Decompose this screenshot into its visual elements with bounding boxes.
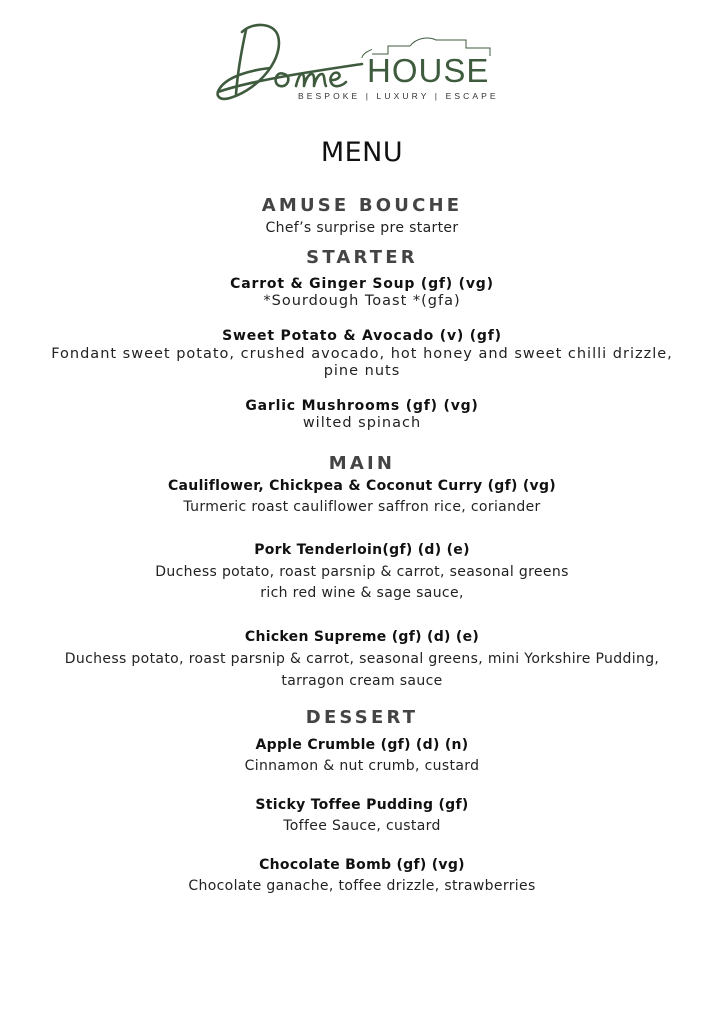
dish-description: tarragon cream sauce	[281, 673, 443, 689]
dish-name: Chicken Supreme (gf) (d) (e)	[244, 629, 480, 645]
dish-description: pine nuts	[323, 363, 401, 379]
dish-description: Duchess potato, roast parsnip & carrot, seasonal greens	[155, 564, 569, 580]
dish-name: Apple Crumble (gf) (d) (n)	[255, 737, 469, 753]
dish-name: Garlic Mushrooms (gf) (vg)	[245, 398, 479, 414]
dish-description: Chocolate ganache, toffee drizzle, strawberries	[188, 878, 536, 894]
dish-name: Cauliflower, Chickpea & Coconut Curry (gf) (vg)	[167, 478, 557, 494]
section-heading-starter: STARTER	[306, 247, 418, 268]
dish-description: Fondant sweet potato, crushed avocado, hot honey and sweet chilli drizzle,	[51, 346, 673, 362]
dish-description: Toffee Sauce, custard	[283, 818, 441, 834]
dish-description: rich red wine & sage sauce,	[260, 585, 464, 601]
dish-name: Carrot & Ginger Soup (gf) (vg)	[230, 276, 494, 292]
section-heading-amuse-bouche: AMUSE BOUCHE	[261, 195, 463, 216]
amuse-bouche-description: Chef’s surprise pre starter	[265, 220, 459, 236]
dish-name: Sticky Toffee Pudding (gf)	[255, 797, 469, 813]
dish-description: Duchess potato, roast parsnip & carrot, seasonal greens, mini Yorkshire Pudding,	[64, 651, 660, 667]
logo-house-text: HOUSE	[367, 52, 490, 89]
dish-description: Cinnamon & nut crumb, custard	[244, 758, 480, 774]
dish-name: Chocolate Bomb (gf) (vg)	[259, 857, 465, 873]
menu-title: MENU	[320, 137, 404, 168]
dish-name: Pork Tenderloin(gf) (d) (e)	[254, 542, 470, 558]
section-heading-dessert: DESSERT	[305, 707, 419, 728]
section-heading-main: MAIN	[328, 453, 396, 474]
logo-tagline: BESPOKE | LUXURY | ESCAPE	[298, 91, 499, 101]
dish-name: Sweet Potato & Avocado (v) (gf)	[222, 328, 502, 344]
dish-description: wilted spinach	[302, 415, 422, 431]
dish-description: Turmeric roast cauliflower saffron rice, coriander	[183, 499, 541, 515]
dome-house-logo	[212, 18, 522, 108]
dish-description: *Sourdough Toast *(gfa)	[263, 293, 461, 309]
